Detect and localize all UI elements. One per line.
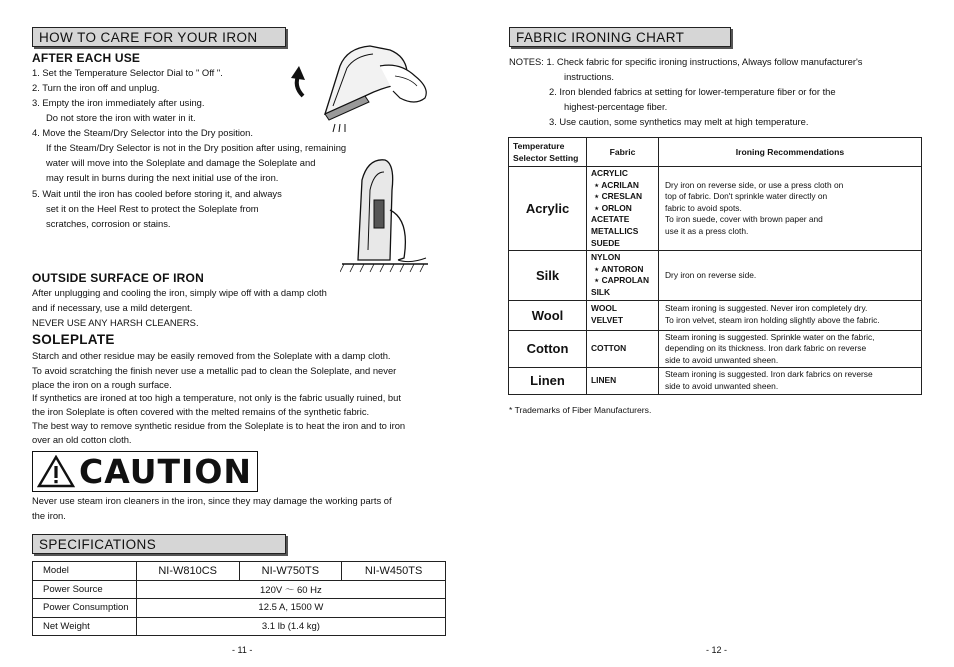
table-row — [33, 580, 446, 599]
recommendation-cell — [659, 167, 922, 251]
temp-setting-cell: Wool — [509, 300, 587, 330]
fabric-item: METALLICS — [591, 225, 639, 236]
recommendation-cell — [659, 251, 922, 300]
table-row — [33, 562, 446, 581]
spec-model-cell: NI-W450TS — [342, 562, 446, 581]
after-use-line: Do not store the iron with water in it. — [46, 112, 196, 123]
fabric-item: WOOL — [591, 303, 618, 314]
soleplate-line: over an old cotton cloth. — [32, 434, 132, 445]
caution-line: Never use steam iron cleaners in the iron, since they may damage the working parts of — [32, 495, 392, 506]
recommendation-cell — [659, 300, 922, 330]
fabric-ironing-table — [508, 137, 922, 395]
note-line: 2. Iron blended fabrics at setting for lower-temperature fiber or for the — [549, 86, 836, 97]
page-number-left: - 11 - — [232, 645, 253, 655]
soleplate-line: place the iron on a rough surface. — [32, 379, 172, 390]
after-use-line: set it on the Heel Rest to protect the Soleplate from — [46, 203, 259, 214]
note-line: 3. Use caution, some synthetics may melt at high temperature. — [549, 116, 809, 127]
recommendation-line: side to avoid unwanted sheen. — [665, 354, 779, 365]
recommendation-line: Steam ironing is suggested. Iron dark fabrics on reverse — [665, 369, 873, 380]
fabric-cell — [587, 167, 659, 251]
caution-box — [32, 451, 258, 492]
table-row — [509, 368, 922, 394]
temp-setting-cell: Cotton — [509, 330, 587, 368]
spec-label-cell: Power Source — [33, 580, 137, 599]
after-use-line: scratches, corrosion or stains. — [46, 218, 171, 229]
fabric-item: ⋆ ANTORON — [594, 263, 644, 274]
recommendation-cell — [659, 368, 922, 394]
table-row — [509, 251, 922, 300]
spec-value-cell: 12.5 A, 1500 W — [136, 599, 445, 618]
recommendation-line: Steam ironing is suggested. Never iron completely dry. — [665, 303, 868, 314]
outside-surface-line: and if necessary, use a mild detergent. — [32, 302, 193, 313]
after-use-line: 1. Set the Temperature Selector Dial to " Off ". — [32, 67, 223, 78]
fabric-item: SUEDE — [591, 237, 620, 248]
fabric-item: COTTON — [591, 343, 627, 354]
recommendation-line: To iron velvet, steam iron holding slightly above the fabric. — [665, 315, 880, 326]
spec-header-cell: Model — [33, 562, 137, 581]
temp-setting-cell: Linen — [509, 368, 587, 394]
fabric-cell — [587, 330, 659, 368]
fabric-item: NYLON — [591, 252, 621, 263]
specifications-title: SPECIFICATIONS — [32, 534, 286, 554]
trademark-footnote: * Trademarks of Fiber Manufacturers. — [509, 405, 652, 415]
caution-word: CAUTION — [79, 452, 252, 491]
table-row — [33, 599, 446, 618]
fabric-cell — [587, 300, 659, 330]
spec-label-cell: Power Consumption — [33, 599, 137, 618]
spec-model-cell: NI-W810CS — [136, 562, 239, 581]
fabric-item: ⋆ CRESLAN — [594, 191, 643, 202]
fabric-item: ⋆ ORLON — [594, 202, 632, 213]
fabric-cell — [587, 368, 659, 394]
recommendation-line: top of fabric. Don't sprinkle water directly on — [665, 191, 828, 202]
table-row — [509, 330, 922, 368]
note-line: NOTES: 1. Check fabric for specific ironing instructions, Always follow manufacturer's — [509, 56, 863, 67]
header-temperature: Temperature Selector Setting — [509, 138, 587, 167]
heel-rest-iron-illustration — [340, 150, 430, 275]
table-row — [33, 617, 446, 636]
recommendation-line: fabric to avoid spots. — [665, 202, 742, 213]
outside-surface-line: After unplugging and cooling the iron, simply wipe off with a damp cloth — [32, 287, 327, 298]
recommendation-line: Dry iron on reverse side, or use a press cloth on — [665, 179, 844, 190]
header-fabric: Fabric — [587, 138, 659, 167]
warning-triangle-icon — [37, 455, 75, 488]
after-use-line: 4. Move the Steam/Dry Selector into the Dry position. — [32, 127, 253, 138]
soleplate-line: If synthetics are ironed at too high a temperature, not only is the fabric usually ruined, but — [32, 392, 401, 403]
spec-label-cell: Net Weight — [33, 617, 137, 636]
header-recommendations: Ironing Recommendations — [659, 138, 922, 167]
recommendation-line: use it as a press cloth. — [665, 225, 749, 236]
fabric-chart-title: FABRIC IRONING CHART — [509, 27, 731, 47]
fabric-item: ACETATE — [591, 214, 630, 225]
after-use-line: 2. Turn the iron off and unplug. — [32, 82, 160, 93]
recommendation-line: To iron suede, cover with brown paper and — [665, 214, 823, 225]
fabric-item: ⋆ CAPROLAN — [594, 275, 650, 286]
after-use-line: may result in burns during the next initial use of the iron. — [46, 172, 279, 183]
temp-setting-cell: Silk — [509, 251, 587, 300]
soleplate-line: the iron Soleplate is often covered with the melted remains of the synthetic fabric. — [32, 406, 370, 417]
fabric-item: SILK — [591, 286, 611, 297]
spec-model-cell: NI-W750TS — [239, 562, 342, 581]
specifications-table — [32, 561, 446, 636]
table-row — [509, 167, 922, 251]
caution-line: the iron. — [32, 510, 66, 521]
care-section-title: HOW TO CARE FOR YOUR IRON — [32, 27, 286, 47]
empty-iron-illustration — [285, 36, 435, 136]
page-number-right: - 12 - — [706, 645, 728, 655]
spec-value-cell: 120V 〜 60 Hz — [136, 580, 445, 599]
fabric-cell — [587, 251, 659, 300]
after-use-line: 3. Empty the iron immediately after using. — [32, 97, 205, 108]
recommendation-line: Dry iron on reverse side. — [665, 269, 757, 280]
recommendation-line: depending on its thickness. Iron dark fabric on reverse — [665, 343, 867, 354]
soleplate-line: To avoid scratching the finish never use a metallic pad to clean the Soleplate, and never — [32, 365, 397, 376]
soleplate-heading: SOLEPLATE — [32, 332, 115, 347]
soleplate-line: Starch and other residue may be easily removed from the Soleplate with a damp cloth. — [32, 350, 391, 361]
fabric-item: ⋆ ACRILAN — [594, 179, 639, 190]
soleplate-line: The best way to remove synthetic residue from the Soleplate is to heat the iron and to iron — [32, 420, 406, 431]
note-line: instructions. — [564, 71, 615, 82]
right-page — [477, 0, 954, 667]
note-line: highest-percentage fiber. — [564, 101, 668, 112]
fabric-item: ACRYLIC — [591, 168, 628, 178]
outside-surface-line: NEVER USE ANY HARSH CLEANERS. — [32, 317, 199, 328]
temp-setting-cell: Acrylic — [509, 167, 587, 251]
table-row — [509, 138, 922, 167]
after-use-line: If the Steam/Dry Selector is not in the Dry position after using, remaining — [46, 142, 347, 153]
table-row — [509, 300, 922, 330]
fabric-item: VELVET — [591, 315, 623, 326]
recommendation-line: side to avoid unwanted sheen. — [665, 380, 779, 391]
fabric-item: LINEN — [591, 375, 617, 386]
after-use-line: water will move into the Soleplate and damage the Soleplate and — [46, 157, 316, 168]
outside-surface-heading: OUTSIDE SURFACE OF IRON — [32, 271, 204, 285]
after-use-line: 5. Wait until the iron has cooled before storing it, and always — [32, 188, 282, 199]
recommendation-line: Steam ironing is suggested. Sprinkle water on the fabric, — [665, 331, 875, 342]
recommendation-cell — [659, 330, 922, 368]
spec-value-cell: 3.1 lb (1.4 kg) — [136, 617, 445, 636]
after-each-use-heading: AFTER EACH USE — [32, 51, 141, 65]
